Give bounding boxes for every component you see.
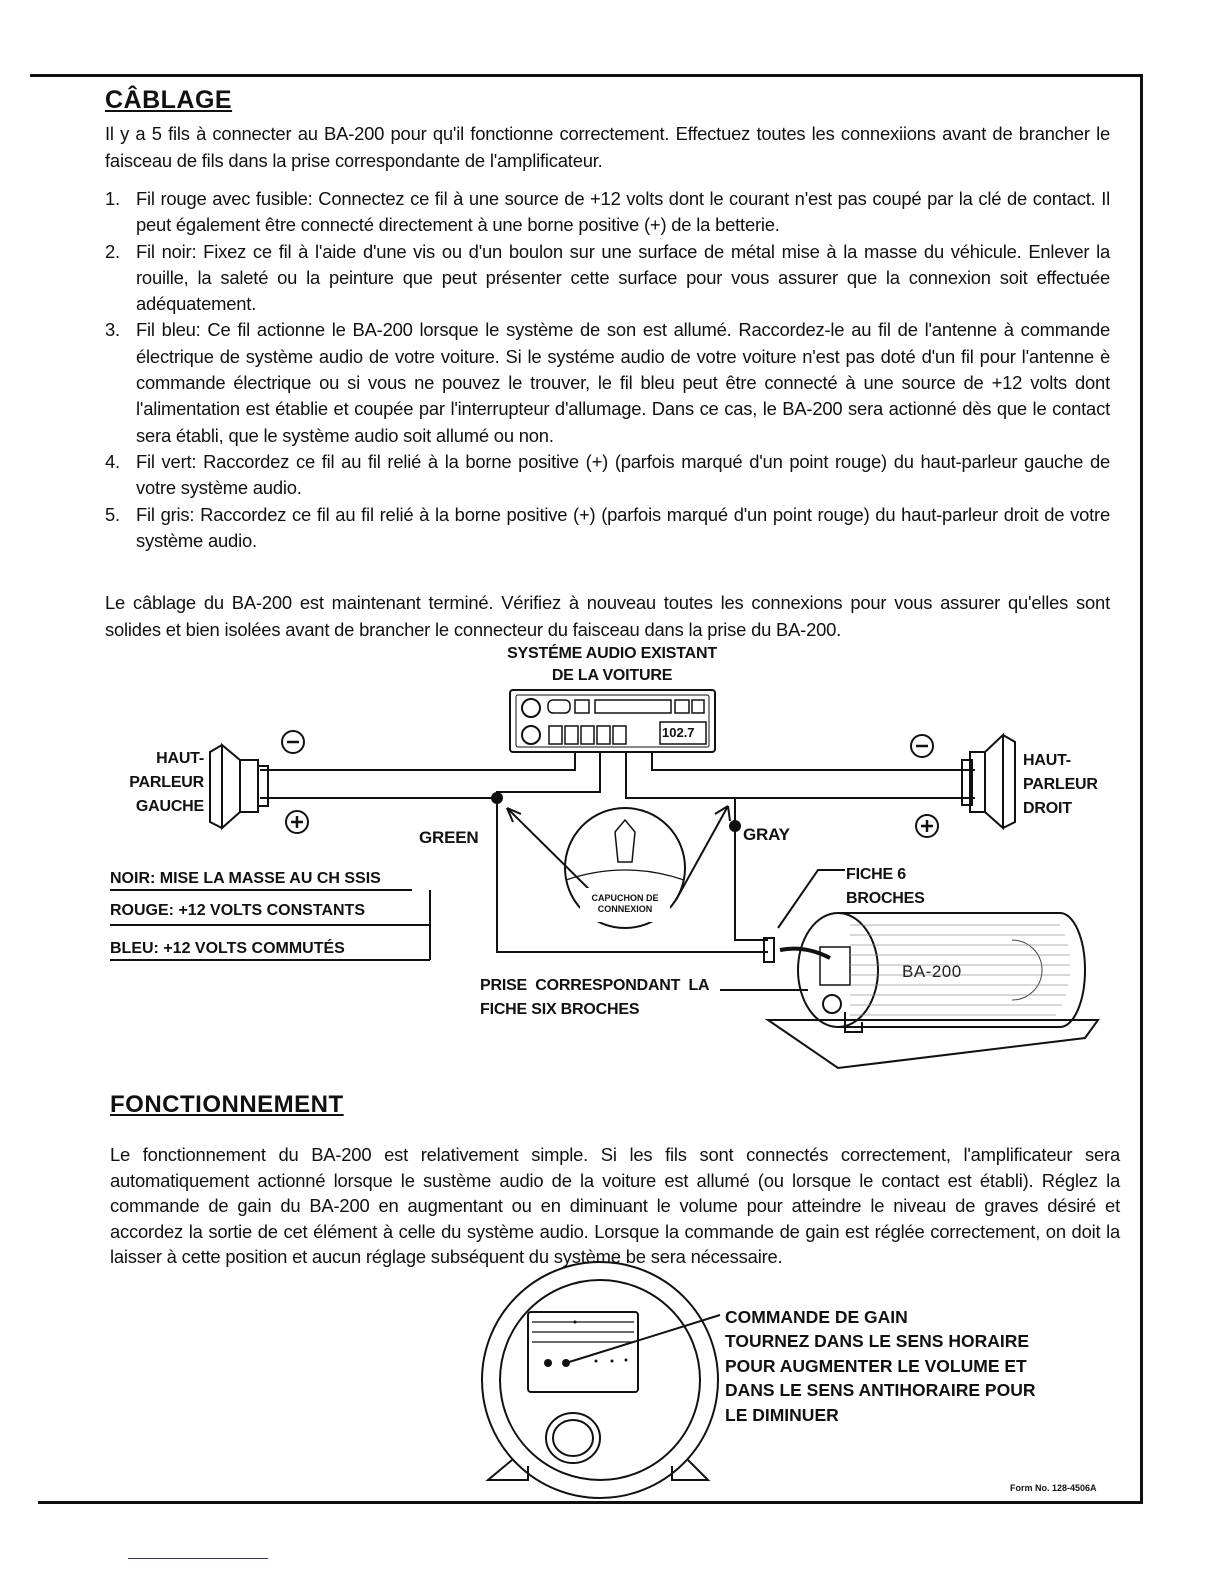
list-item: 1. Fil rouge avec fusible: Connectez ce fil à une source de +12 volts dont le courant n'est pas coupé par la clé de contact. Il peut également être connecté directement à une borne positive (+) de la betterie. xyxy=(105,188,1110,236)
left-speaker-label-1: HAUT- xyxy=(156,750,204,767)
ba200-amplifier-icon xyxy=(768,913,1098,1068)
list-item: 3. Fil bleu: Ce fil actionne le BA-200 lorsque le système de son est allumé. Raccordez-le au fil de l'antenne à commande électrique de système audio de votre voiture. Si le systéme audio de votre voiture n'est pas doté d'un fil pour l'antenne è commande électrique ou si vous ne pouvez le trouver, le fil bleu peut être connecté à une source de +12 volts dont l'alimentation est établie et coupée par l'interrupteur d'allumage. Dans ce cas, le BA-200 sera actionné dès que le contact sera établi, que le système audio soit allumé ou non. xyxy=(105,319,1110,446)
form-number: Form No. 128-4506A xyxy=(1010,1483,1097,1493)
list-item: 5. Fil gris: Raccordez ce fil au fil relié à la borne positive (+) (parfois marqué d'un point rouge) du haut-parleur droit de votre système audio. xyxy=(105,503,1110,551)
amp-label: BA-200 xyxy=(902,962,962,981)
right-speaker-label-2: PARLEUR xyxy=(1023,776,1098,793)
left-speaker-label-3: GAUCHE xyxy=(135,798,204,815)
system-label-line1: SYSTÉME AUDIO EXISTANT xyxy=(507,645,717,662)
fonctionnement-title: FONCTIONNEMENT xyxy=(110,1091,344,1118)
plug-label-2: BROCHES xyxy=(846,890,925,907)
socket-label-1: PRISE CORRESPONDANT LA xyxy=(480,977,710,994)
cablage-intro: Il y a 5 fils à connecter au BA-200 pour qu'il fonctionne correctement. Effectuez toutes les connexiions avant de brancher le faisceau de fils dans la prise correspondante de l'amplificateur. xyxy=(105,123,1110,171)
list-item: 2. Fil noir: Fixez ce fil à l'aide d'une vis ou d'un boulon sur une surface de métal mise à la masse du véhicule. Enlever la rouille, la saleté ou la peinture que peut présenter cette surface pour vous assurer que la connexion soit effectuée adéquatement. xyxy=(105,240,1110,315)
wire-row-red: ROUGE: +12 VOLTS CONSTANTS xyxy=(110,902,365,919)
right-speaker-label-3: DROIT xyxy=(1023,800,1072,817)
gain-control-enclosure-icon xyxy=(482,1262,720,1498)
right-speaker-icon xyxy=(962,735,1015,828)
cap-label-1: CAPUCHON DE xyxy=(591,893,659,903)
fonctionnement-text: Le fonctionnement du BA-200 est relativement simple. Si les fils sont connectés correctement, l'amplificateur sera automatiquement actionné lorsque le sustème audio de la voiture est allumé (ou lorsque le contact est établi). Réglez la commande de gain du BA-200 en augmentant ou en diminuant le volume pour atteindre le niveau de graves désiré et accordez la sortie de cet élément à celle du système audio. Lorsque la commande de gain est réglée correctement, on doit la laisser à cette position et aucun réglage subséquent du système be sera nécessaire. xyxy=(110,1144,1120,1267)
gain-control-label: COMMANDE DE GAIN TOURNEZ DANS LE SENS HORAIRE POUR AUGMENTER LE VOLUME ET DANS LE SENS ANTIHORAIRE POUR LE DIMINUER xyxy=(725,1307,1036,1425)
gray-label: GRAY xyxy=(743,825,790,844)
plug-label-1: FICHE 6 xyxy=(846,866,906,883)
radio-display: 102.7 xyxy=(662,725,695,740)
cablage-outro: Le câblage du BA-200 est maintenant terminé. Vérifiez à nouveau toutes les connexions pour vous assurer qu'elles sont solides et bien isolées avant de brancher le connecteur du faisceau dans la prise du BA-200. xyxy=(105,592,1110,640)
cap-label-2: CONNEXION xyxy=(597,904,653,914)
left-speaker-label-2: PARLEUR xyxy=(129,774,204,791)
wire-row-blue: BLEU: +12 VOLTS COMMUTÉS xyxy=(110,940,345,957)
system-label-line2: DE LA VOITURE xyxy=(551,667,673,684)
wire-row-black: NOIR: MISE LA MASSE AU CH SSIS xyxy=(110,870,381,887)
list-item: 4. Fil vert: Raccordez ce fil au fil relié à la borne positive (+) (parfois marqué d'un point rouge) du haut-parleur gauche de votre système audio. xyxy=(105,450,1110,499)
left-speaker-icon xyxy=(210,745,268,828)
socket-label-2: FICHE SIX BROCHES xyxy=(480,1001,640,1018)
right-speaker-label-1: HAUT- xyxy=(1023,752,1071,769)
green-label: GREEN xyxy=(419,828,479,847)
cablage-title: CÂBLAGE xyxy=(105,86,233,114)
